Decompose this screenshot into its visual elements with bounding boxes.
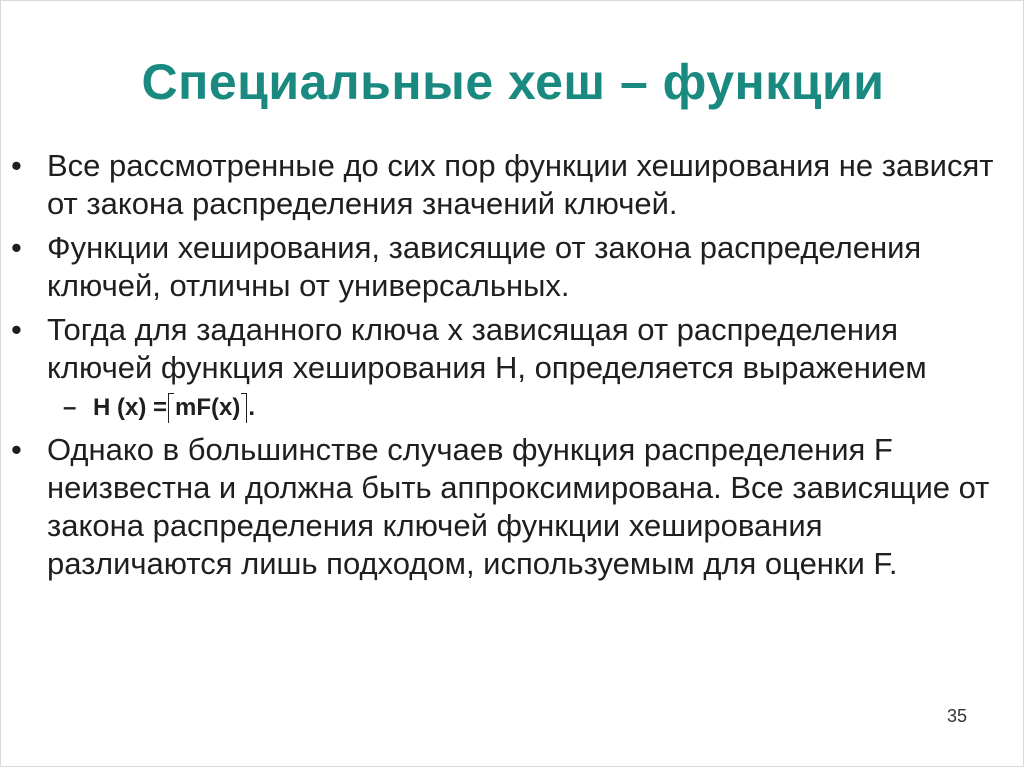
bullet-item xyxy=(11,229,1011,305)
formula-sub-item xyxy=(11,391,1011,425)
slide-content xyxy=(11,147,1011,589)
ceiling-brackets xyxy=(168,391,247,425)
bullet-item xyxy=(11,147,1011,223)
bullet-marker: • xyxy=(11,230,22,265)
formula-lhs: H (x) = xyxy=(93,394,168,421)
bullet-marker: • xyxy=(11,432,22,467)
page-number: 35 xyxy=(946,706,967,726)
bullet-item xyxy=(11,431,1011,583)
bullet-text: Однако в большинстве случаев функция распределения F неизвестна и должна быть аппроксимирована. Все зависящие от закона распределения ключей функции хеширования различаются лишь подходом, используемым для оценки F. xyxy=(47,432,990,581)
bullet-text: Тогда для заданного ключа x зависящая от распределения ключей функция хеширования H, определяется выражением xyxy=(47,312,927,385)
formula-tail: . xyxy=(248,394,256,421)
bullet-marker: • xyxy=(11,312,22,347)
formula-inside: mF(x) xyxy=(175,394,241,421)
bullet-text: Все рассмотренные до сих пор функции хеширования не зависят от закона распределения значений ключей. xyxy=(47,148,994,221)
bullet-item xyxy=(11,311,1011,387)
slide-title: Специальные хеш – функции xyxy=(141,54,885,110)
bullet-marker: • xyxy=(11,148,22,183)
bullet-text: Функции хеширования, зависящие от закона распределения ключей, отличны от универсальных. xyxy=(47,230,922,303)
sub-marker: – xyxy=(63,394,77,421)
